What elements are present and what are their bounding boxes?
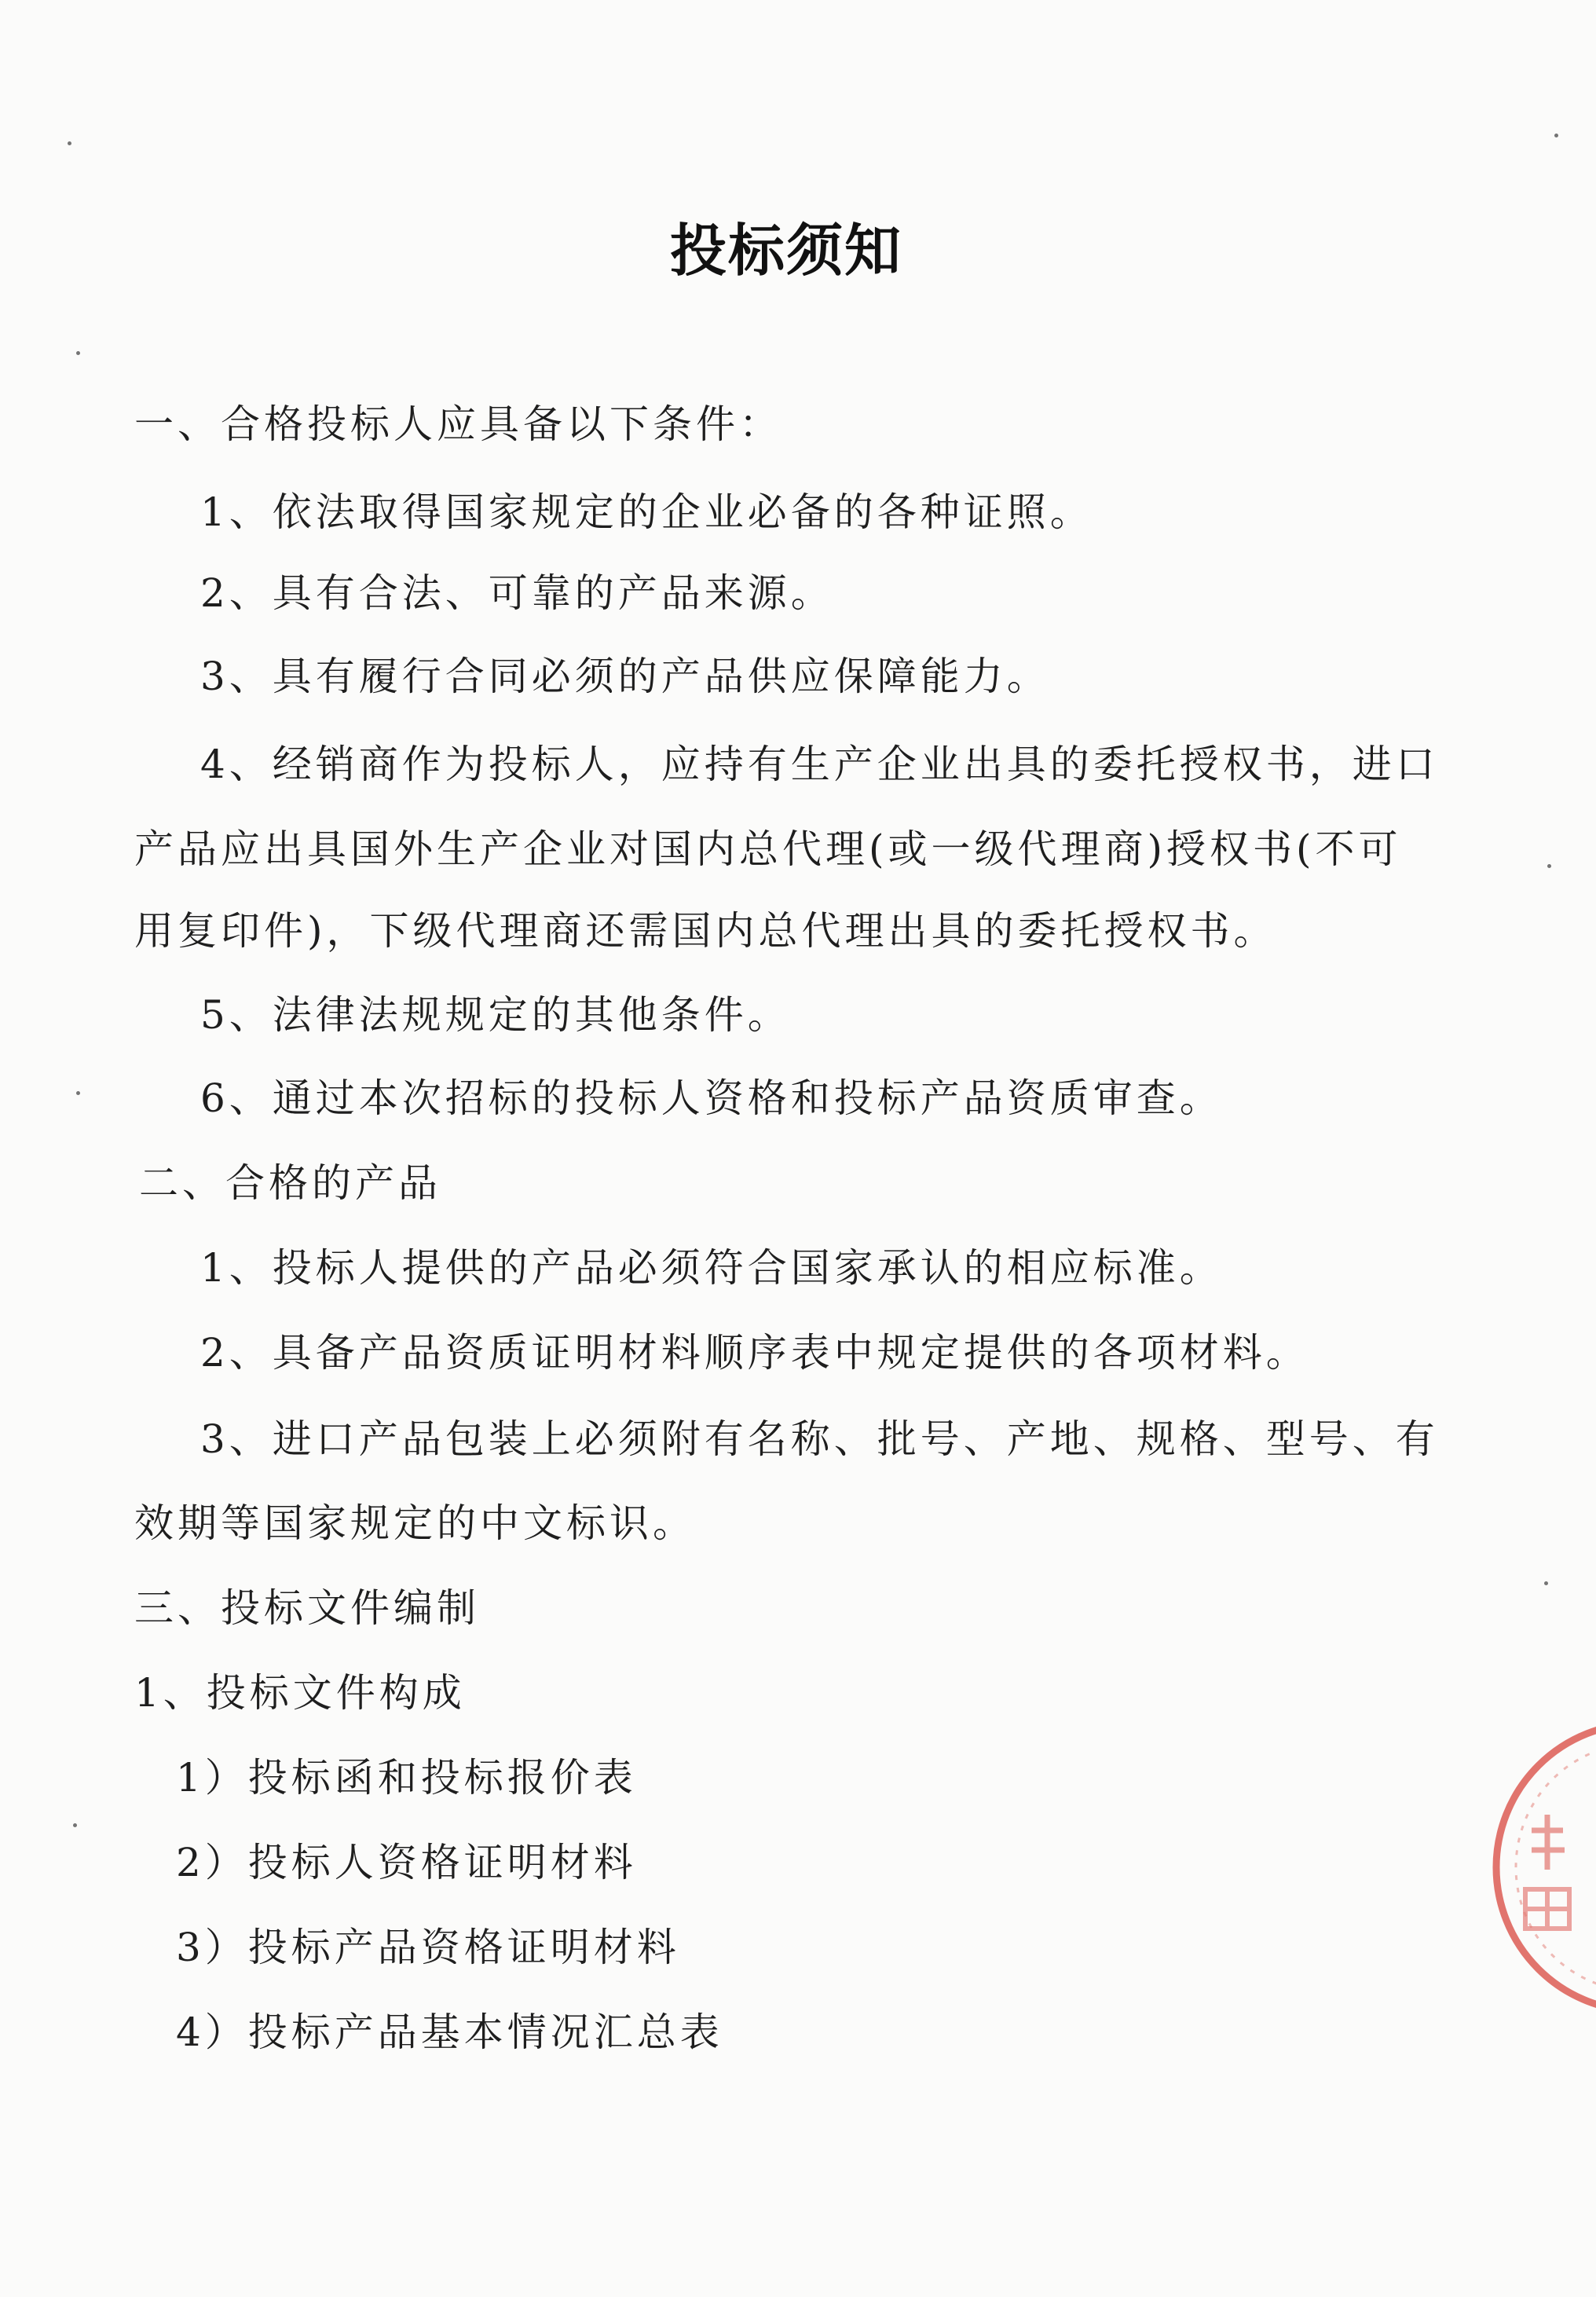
list-item-line: 用复印件)，下级代理商还需国内总代理出具的委托授权书。 — [134, 908, 1277, 954]
list-item-line: 1、依法取得国家规定的企业必备的各种证照。 — [200, 489, 1093, 535]
scan-speck — [76, 351, 80, 355]
list-item-line: 1、投标人提供的产品必须符合国家承认的相应标准。 — [200, 1245, 1223, 1291]
scan-speck — [1547, 864, 1551, 868]
scan-speck — [73, 1823, 77, 1827]
list-item-line: 4、经销商作为投标人，应持有生产企业出具的委托授权书，进口 — [200, 742, 1439, 787]
section-heading: 二、合格的产品 — [139, 1160, 441, 1206]
seal-glyph-mark — [1525, 1889, 1569, 1929]
scan-speck — [76, 1091, 80, 1095]
scan-speck — [1554, 134, 1558, 137]
section-heading: 一、合格投标人应具备以下条件： — [134, 401, 782, 447]
list-item-line: 效期等国家规定的中文标识。 — [134, 1500, 696, 1546]
scan-speck — [68, 141, 71, 145]
scan-speck — [1544, 1581, 1548, 1585]
list-item-line: 3）投标产品资格证明材料 — [176, 1925, 680, 1970]
list-item-line: 1）投标函和投标报价表 — [176, 1755, 637, 1801]
list-item-line: 3、进口产品包装上必须附有名称、批号、产地、规格、型号、有 — [200, 1416, 1439, 1462]
list-item-line: 3、具有履行合同必须的产品供应保障能力。 — [200, 654, 1050, 699]
subsection-heading: 1、投标文件构成 — [134, 1670, 466, 1716]
list-item-line: 2）投标人资格证明材料 — [176, 1840, 637, 1885]
list-item-line: 6、通过本次招标的投标人资格和投标产品资质审查。 — [200, 1075, 1223, 1121]
document-title: 投标须知 — [669, 218, 902, 284]
list-item-line: 4）投标产品基本情况汇总表 — [176, 2009, 723, 2055]
list-item-line: 2、具备产品资质证明材料顺序表中规定提供的各项材料。 — [200, 1330, 1309, 1376]
red-seal-icon — [1477, 1713, 1596, 2027]
list-item-line: 5、法律法规规定的其他条件。 — [200, 992, 791, 1038]
list-item-line: 2、具有合法、可靠的产品来源。 — [200, 570, 834, 616]
list-item-line: 产品应出具国外生产企业对国内总代理(或一级代理商)授权书(不可 — [134, 826, 1402, 872]
seal-glyph-mark — [1532, 1815, 1565, 1870]
section-heading: 三、投标文件编制 — [134, 1585, 480, 1631]
